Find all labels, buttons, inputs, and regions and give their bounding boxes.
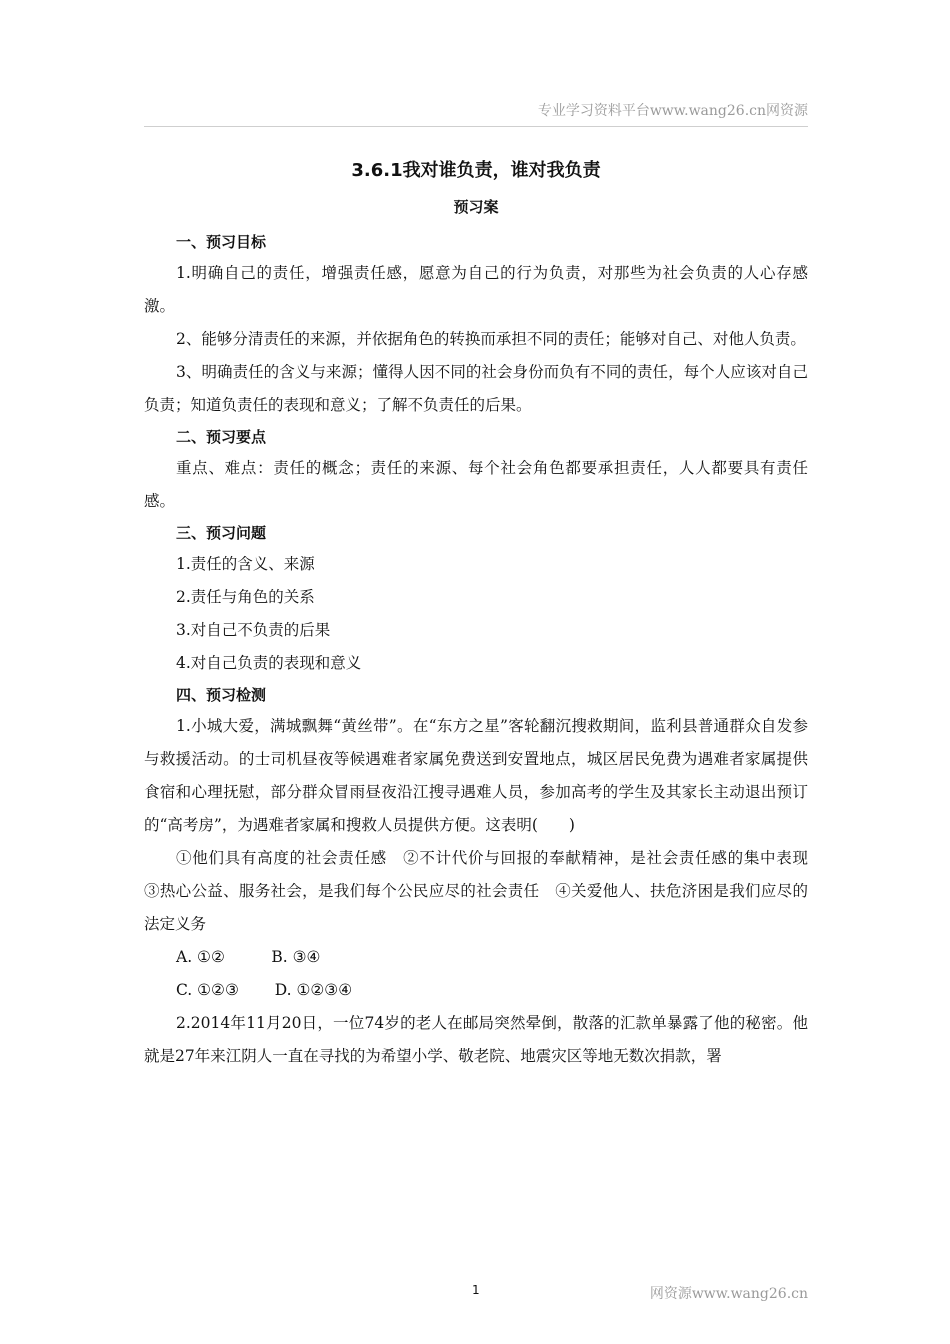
test-question-1-options-cd: C. ①②③ D. ①②③④ bbox=[176, 981, 353, 999]
question-item: 4.对自己负责的表现和意义 bbox=[176, 654, 362, 672]
section-heading-keypoints: 二、预习要点 bbox=[176, 428, 267, 446]
goal-paragraph-2: 2、能够分清责任的来源，并依据角色的转换而承担不同的责任；能够对自己、对他人负责。 bbox=[176, 330, 806, 348]
goal-paragraph-3: 3、明确责任的含义与来源；懂得人因不同的社会身份而负有不同的责任，每个人应该对自己负责；知道负责任的表现和意义；了解不负责任的后果。 bbox=[144, 363, 808, 414]
keypoints-paragraph: 重点、难点：责任的概念；责任的来源、每个社会角色都要承担责任，人人都要具有责任感。 bbox=[144, 459, 808, 510]
document-body bbox=[144, 156, 824, 1073]
section-heading-goals: 一、预习目标 bbox=[176, 233, 267, 251]
page-header: 专业学习资料平台www.wang26.cn网资源 bbox=[537, 103, 808, 119]
test-question-1: 1.小城大爱，满城飘舞“黄丝带”。在“东方之星”客轮翻沉搜救期间，监利县普通群众自发参与救援活动。的士司机昼夜等候遇难者家属免费送到安置地点，城区居民免费为遇难者家属提供食宿和心理抚慰，部分群众冒雨昼夜沿江搜寻遇难人员，参加高考的学生及其家长主动退出预订的“高考房”，为遇难者家属和搜救人员提供方便。这表明( ) bbox=[144, 717, 808, 834]
test-question-1-options-ab: A. ①② B. ③④ bbox=[176, 948, 321, 966]
footer-site-text: 网资源www.wang26.cn bbox=[649, 1286, 808, 1302]
question-item: 3.对自己不负责的后果 bbox=[176, 621, 331, 639]
goal-paragraph-1: 1.明确自己的责任，增强责任感，愿意为自己的行为负责，对那些为社会负责的人心存感激。 bbox=[144, 264, 808, 315]
question-item: 2.责任与角色的关系 bbox=[176, 588, 315, 606]
section-heading-questions: 三、预习问题 bbox=[176, 524, 267, 542]
page-number: 1 bbox=[472, 1283, 480, 1297]
test-question-2: 2.2014年11月20日，一位74岁的老人在邮局突然晕倒，散落的汇款单暴露了他的秘密。他就是27年来江阴人一直在寻找的为希望小学、敬老院、地震灾区等地无数次捐款，署 bbox=[144, 1014, 808, 1065]
question-item: 1.责任的含义、来源 bbox=[176, 555, 315, 573]
document-subtitle: 预习案 bbox=[453, 198, 499, 216]
document-title: 3.6.1我对谁负责，谁对我负责 bbox=[351, 160, 601, 181]
test-question-1-statements: ①他们具有高度的社会责任感 ②不计代价与回报的奉献精神，是社会责任感的集中表现 ③热心公益、服务社会，是我们每个公民应尽的社会责任 ④关爱他人、扶危济困是我们应尽的法定义务 bbox=[144, 849, 824, 933]
header-rule bbox=[144, 126, 808, 127]
section-heading-test: 四、预习检测 bbox=[176, 686, 267, 704]
